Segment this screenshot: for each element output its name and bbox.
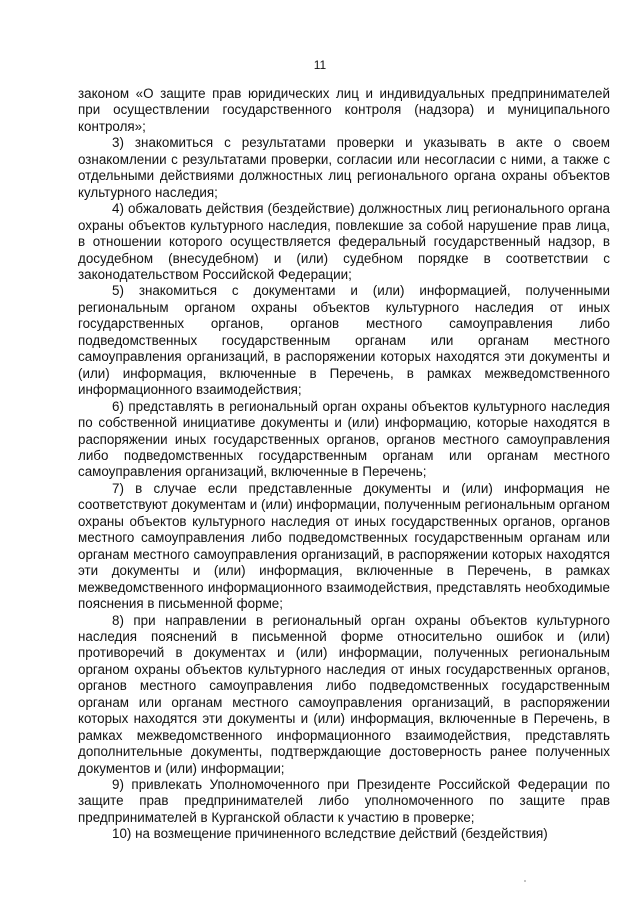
paragraph-item-6: 6) представлять в региональный орган охраны объектов культурного наследия по собственной инициативе документы и (или) информацию, которые находятся в распоряжении иных государственных органов, органов местного самоуправления либо подведомственных государственным органам или органам местного самоуправления организаций, включенные в Перечень; xyxy=(78,398,610,480)
paragraph-item-5: 5) знакомиться с документами и (или) информацией, полученными региональным органом охраны объектов культурного наследия от иных государственных органов, органов местного самоуправления либо подведомственных государственным органам или органам местного самоуправления организаций, в распоряжении которых находятся эти документы и (или) информация, включенные в Перечень, в рамках межведомственного информационного взаимодействия; xyxy=(78,283,610,398)
paragraph-item-4: 4) обжаловать действия (бездействие) должностных лиц регионального органа охраны объектов культурного наследия, повлекшие за собой нарушение прав лица, в отношении которого осуществляется федеральный государственный надзор, в досудебном (внесудебном) и (или) судебном порядке в соответствии с законодательством Российской Федерации; xyxy=(78,201,610,282)
paragraph-continuation: законом «О защите прав юридических лиц и индивидуальных предпринимателей при осуществлении государственного контроля (надзора) и муниципального контроля»; xyxy=(78,86,610,134)
scan-speck xyxy=(524,880,526,882)
document-body xyxy=(78,86,610,843)
paragraph-item-3: 3) знакомиться с результатами проверки и указывать в акте о своем ознакомлении с результатами проверки, согласии или несогласии с ними, а также с отдельными действиями должностных лиц регионального органа охраны объектов культурного наследия; xyxy=(78,135,610,200)
paragraph-item-7: 7) в случае если представленные документы и (или) информация не соответствуют документам и (или) информации, полученным региональным органом охраны объектов культурного наследия от иных государственных органов, органов местного самоуправления либо подведомственных государственным органам или органам местного самоуправления организаций, в распоряжении которых находятся эти документы и (или) информация, включенные в Перечень, в рамках межведомственного информационного взаимодействия, представлять необходимые пояснения в письменной форме; xyxy=(78,480,610,612)
paragraph-item-10: 10) на возмещение причиненного вследствие действий (бездействия) xyxy=(112,826,548,842)
page-number: 11 xyxy=(313,58,327,72)
paragraph-item-9: 9) привлекать Уполномоченного при Президенте Российской Федерации по защите прав предпринимателей либо уполномоченного по защите прав предпринимателей в Курганской области к участию в проверке; xyxy=(78,777,610,825)
paragraph-item-8: 8) при направлении в региональный орган охраны объектов культурного наследия пояснений в письменной форме относительно ошибок и (или) противоречий в документах и (или) информации, полученных региональным органом охраны объектов культурного наследия от иных государственных органов, органов местного самоуправления либо подведомственных государственным органам или органам местного самоуправления организаций, в распоряжении которых находятся эти документы и (или) информация, включенные в Перечень, в рамках межведомственного информационного взаимодействия, представлять дополнительные документы, подтверждающие достоверность ранее полученных документов и (или) информации; xyxy=(78,612,610,776)
